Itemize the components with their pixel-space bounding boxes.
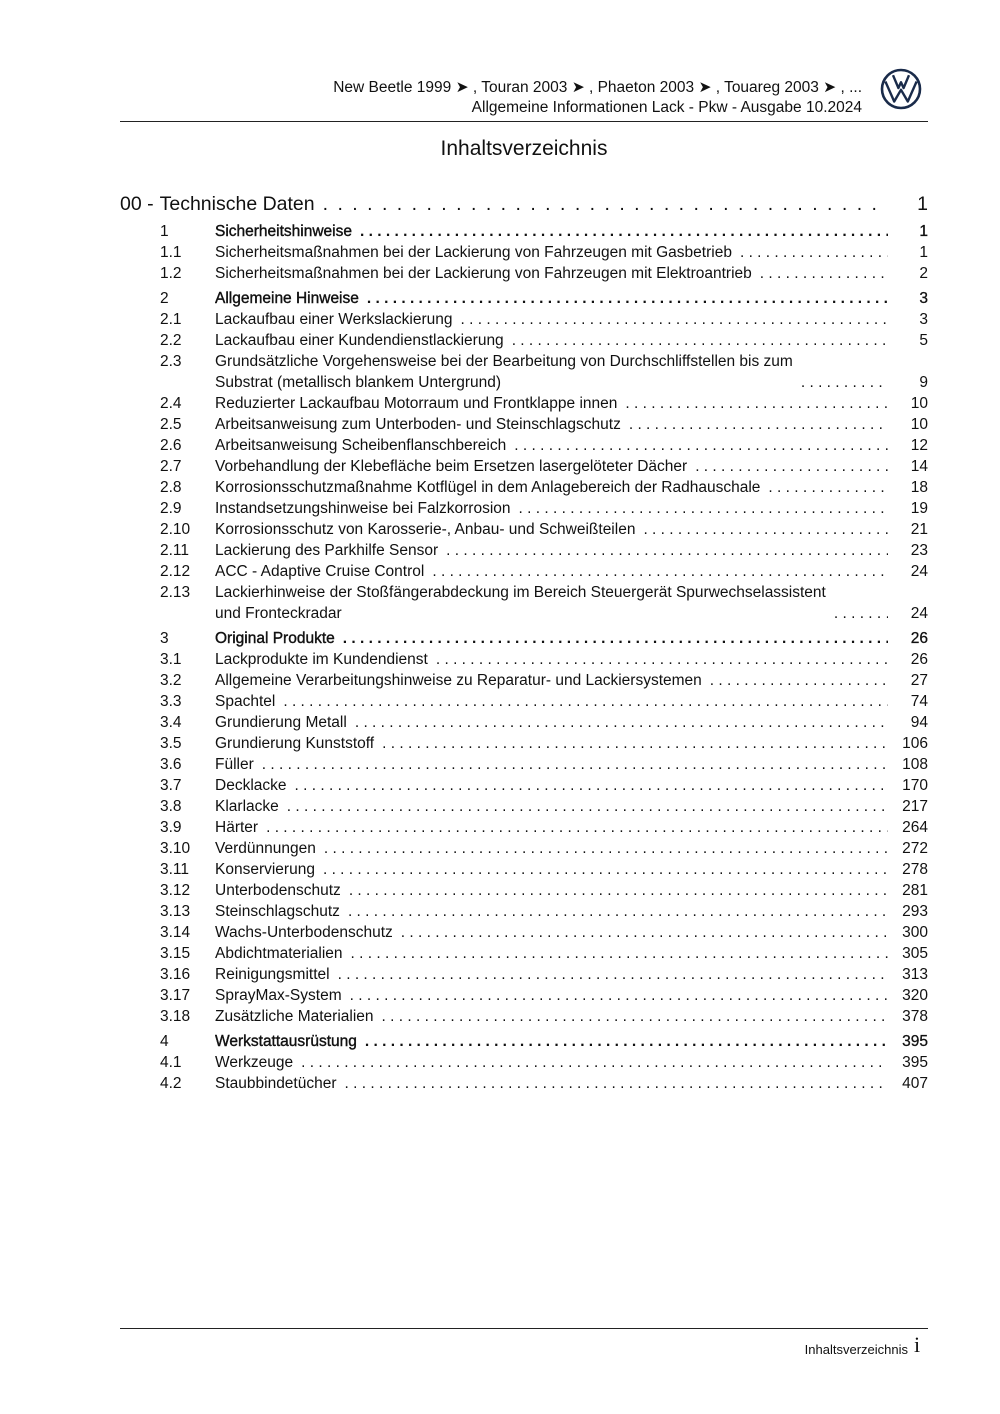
toc-title-wrap (215, 922, 888, 943)
toc-entry[interactable] (120, 964, 928, 985)
toc-number: 2.2 (160, 332, 182, 349)
toc-entry[interactable] (120, 712, 928, 733)
toc-entry[interactable] (120, 859, 928, 880)
toc-leader-dots (367, 288, 888, 309)
toc-number: 2.3 (160, 353, 182, 370)
toc-number: 3.13 (160, 903, 191, 920)
toc-section[interactable] (120, 221, 928, 242)
toc-entry[interactable] (120, 880, 928, 901)
toc-page-number: 14 (910, 458, 928, 475)
toc-page-number: 27 (910, 672, 928, 689)
toc-leader-dots (446, 540, 888, 561)
toc-title: Grundierung Metall (215, 714, 347, 731)
toc-entry[interactable] (120, 691, 928, 712)
toc-entry[interactable] (120, 649, 928, 670)
toc-number: 2.9 (160, 500, 182, 517)
toc-title: Arbeitsanweisung Scheibenflanschbereich (215, 437, 507, 454)
toc-leader-dots (343, 628, 888, 649)
toc-title-line2: Substrat (metallisch blankem Untergrund) (215, 374, 502, 391)
toc-entry[interactable] (120, 309, 928, 330)
toc-entry[interactable] (120, 922, 928, 943)
toc-title-wrap (215, 754, 888, 775)
toc-title-line1: Lackierhinweise der Stoßfängerabdeckung im Bereich Steuergerät Spurwechselassistent (215, 584, 826, 601)
toc-section[interactable] (120, 288, 928, 309)
toc-number: 00 - (120, 193, 154, 215)
toc-page-number: 281 (902, 882, 928, 899)
toc-number: 1.2 (160, 265, 182, 282)
toc-title (215, 582, 834, 624)
toc-title-wrap (215, 221, 888, 242)
toc-entry[interactable] (120, 901, 928, 922)
toc-page-number: 18 (910, 479, 928, 496)
toc-number: 3.18 (160, 1008, 191, 1025)
toc-entry[interactable] (120, 330, 928, 351)
toc-number: 4.2 (160, 1075, 182, 1092)
toc-title: Wachs-Unterbodenschutz (215, 924, 393, 941)
toc-title: Konservierung (215, 861, 315, 878)
toc-title-wrap (215, 670, 888, 691)
toc-entry[interactable] (120, 754, 928, 775)
toc-entry[interactable] (120, 838, 928, 859)
toc-title-wrap (215, 582, 888, 624)
toc-title: Klarlacke (215, 798, 279, 815)
toc-entry[interactable] (120, 351, 928, 393)
toc-number: 2.11 (160, 542, 190, 559)
toc-leader-dots (432, 561, 888, 582)
toc-number: 2.7 (160, 458, 182, 475)
toc-title: Vorbehandlung der Klebefläche beim Ersetzen lasergelöteter Dächer (215, 458, 688, 475)
toc-title-wrap (215, 712, 888, 733)
toc-leader-dots (323, 192, 888, 216)
toc-page-number: 10 (910, 395, 928, 412)
toc-title-wrap (160, 192, 888, 216)
toc-entry[interactable] (120, 540, 928, 561)
toc-title: Allgemeine Hinweise (215, 290, 359, 307)
toc-page-number: 5 (919, 332, 928, 349)
toc-number: 2.10 (160, 521, 191, 538)
toc-number: 3.6 (160, 756, 182, 773)
toc-entry[interactable] (120, 582, 928, 624)
toc-number: 3.11 (160, 861, 190, 878)
toc-title: Abdichtmaterialien (215, 945, 343, 962)
toc-leader-dots (266, 817, 888, 838)
toc-number: 3.10 (160, 840, 191, 857)
toc-title-wrap (215, 263, 888, 284)
toc-page-number: 24 (910, 605, 928, 622)
toc-entry[interactable] (120, 733, 928, 754)
toc-leader-dots (382, 733, 888, 754)
toc-entry[interactable] (120, 670, 928, 691)
toc-page-number: 170 (902, 777, 928, 794)
toc-number: 3.16 (160, 966, 191, 983)
page-title: Inhaltsverzeichnis (440, 137, 608, 160)
header-models-line: New Beetle 1999 ➤ , Touran 2003 ➤ , Phaeton 2003 ➤ , Touareg 2003 ➤ , ... (333, 79, 862, 96)
toc-leader-dots (351, 943, 888, 964)
toc-title-wrap (215, 649, 888, 670)
toc-title-wrap (215, 817, 888, 838)
vw-logo-icon (880, 68, 922, 110)
toc-leader-dots (760, 263, 888, 284)
toc-entry[interactable] (120, 561, 928, 582)
toc-number: 2.8 (160, 479, 182, 496)
toc-title: Reinigungsmittel (215, 966, 330, 983)
toc-title: Decklacke (215, 777, 287, 794)
toc-title-wrap (215, 1073, 888, 1094)
toc-title: Lackierung des Parkhilfe Sensor (215, 542, 439, 559)
toc-leader-dots (301, 1052, 888, 1073)
toc-leader-dots (834, 603, 888, 624)
toc-title: Füller (215, 756, 254, 773)
toc-title-line2: und Fronteckradar (215, 605, 342, 622)
toc-title-line1: Grundsätzliche Vorgehensweise bei der Bearbeitung von Durchschliffstellen bis zum (215, 353, 793, 370)
toc-title: Sicherheitsmaßnahmen bei der Lackierung von Fahrzeugen mit Gasbetrieb (215, 244, 732, 261)
toc-number: 1 (160, 223, 169, 240)
toc-title: Werkstattausrüstung (215, 1033, 357, 1050)
toc-page-number: 12 (910, 437, 928, 454)
toc-title: SprayMax-System (215, 987, 342, 1004)
toc-page-number: 94 (910, 714, 928, 731)
toc-entry[interactable] (120, 817, 928, 838)
toc-title: ACC - Adaptive Cruise Control (215, 563, 425, 580)
toc-leader-dots (461, 309, 888, 330)
toc-leader-dots (262, 754, 888, 775)
toc-title-wrap (215, 330, 888, 351)
toc-page-number: 395 (902, 1054, 928, 1071)
toc-leader-dots (768, 477, 888, 498)
toc-title: Reduzierter Lackaufbau Motorraum und Frontklappe innen (215, 395, 618, 412)
toc-title-wrap (215, 456, 888, 477)
toc-number: 3.7 (160, 777, 182, 794)
toc-title-wrap (215, 351, 888, 393)
toc-leader-dots (350, 985, 888, 1006)
toc-title-wrap (215, 540, 888, 561)
toc-title-wrap (215, 901, 888, 922)
toc-title-wrap (215, 943, 888, 964)
toc-entry[interactable] (120, 519, 928, 540)
toc-page-number: 3 (919, 311, 928, 328)
toc-number: 2.6 (160, 437, 182, 454)
toc-entry[interactable] (120, 414, 928, 435)
toc-entry[interactable] (120, 775, 928, 796)
toc-title-wrap (215, 242, 888, 263)
toc-leader-dots (695, 456, 888, 477)
toc-title: Korrosionsschutz von Karosserie-, Anbau- und Schweißteilen (215, 521, 636, 538)
toc-entry[interactable] (120, 435, 928, 456)
toc-leader-dots (629, 414, 888, 435)
toc-entry[interactable] (120, 477, 928, 498)
toc-leader-dots (519, 498, 888, 519)
toc-title-wrap (215, 414, 888, 435)
toc-entry[interactable] (120, 985, 928, 1006)
toc-number: 3.1 (160, 651, 182, 668)
table-of-contents (120, 192, 928, 1094)
toc-title-wrap (215, 309, 888, 330)
toc-title-wrap (215, 985, 888, 1006)
toc-page-number: 293 (902, 903, 928, 920)
toc-number: 4 (160, 1033, 169, 1050)
toc-entry[interactable] (120, 943, 928, 964)
toc-page-number: 378 (902, 1008, 928, 1025)
footer-divider (120, 1328, 928, 1329)
toc-number: 3.14 (160, 924, 191, 941)
toc-page-number: 23 (910, 542, 928, 559)
toc-number: 2 (160, 290, 169, 307)
toc-entry[interactable] (120, 263, 928, 284)
toc-title: Härter (215, 819, 259, 836)
toc-title-wrap (215, 1006, 888, 1027)
toc-title: Lackprodukte im Kundendienst (215, 651, 428, 668)
toc-leader-dots (512, 330, 888, 351)
toc-leader-dots (801, 372, 888, 393)
toc-number: 3.9 (160, 819, 182, 836)
toc-entry[interactable] (120, 1052, 928, 1073)
toc-title: Steinschlagschutz (215, 903, 340, 920)
toc-title: Verdünnungen (215, 840, 316, 857)
toc-page-number: 108 (902, 756, 928, 773)
toc-title-wrap (215, 964, 888, 985)
toc-leader-dots (643, 519, 888, 540)
toc-number: 3 (160, 630, 169, 647)
toc-number: 4.1 (160, 1054, 182, 1071)
toc-page-number: 74 (910, 693, 928, 710)
toc-number: 2.1 (160, 311, 182, 328)
toc-title-wrap (215, 628, 888, 649)
toc-title: Zusätzliche Materialien (215, 1008, 374, 1025)
toc-leader-dots (338, 964, 888, 985)
toc-page-number: 3 (919, 290, 928, 307)
toc-title: Werkzeuge (215, 1054, 294, 1071)
toc-leader-dots (348, 901, 888, 922)
page-header (120, 78, 862, 118)
toc-entry[interactable] (120, 242, 928, 263)
toc-leader-dots (710, 670, 888, 691)
toc-entry[interactable] (120, 1006, 928, 1027)
toc-number: 3.5 (160, 735, 182, 752)
toc-number: 2.12 (160, 563, 191, 580)
toc-entry[interactable] (120, 796, 928, 817)
toc-page-number: 305 (902, 945, 928, 962)
toc-entry[interactable] (120, 1073, 928, 1094)
toc-leader-dots (740, 242, 888, 263)
toc-page-number: 395 (902, 1033, 928, 1050)
toc-leader-dots (514, 435, 888, 456)
toc-page-number: 1 (917, 193, 928, 215)
toc-leader-dots (287, 796, 888, 817)
toc-page-number: 217 (902, 798, 928, 815)
toc-title-wrap (215, 1031, 888, 1052)
toc-page-number: 26 (910, 651, 928, 668)
toc-number: 3.12 (160, 882, 191, 899)
toc-page-number: 10 (910, 416, 928, 433)
toc-leader-dots (355, 712, 888, 733)
toc-section[interactable] (120, 628, 928, 649)
toc-title: Sicherheitsmaßnahmen bei der Lackierung von Fahrzeugen mit Elektroantrieb (215, 265, 752, 282)
toc-number: 2.13 (160, 584, 191, 601)
toc-title-wrap (215, 733, 888, 754)
toc-title-wrap (215, 519, 888, 540)
toc-number: 3.3 (160, 693, 182, 710)
toc-number: 2.4 (160, 395, 182, 412)
toc-title-wrap (215, 838, 888, 859)
toc-page-number: 278 (902, 861, 928, 878)
toc-page-number: 300 (902, 924, 928, 941)
toc-title: Sicherheitshinweise (215, 223, 352, 240)
toc-title-wrap (215, 561, 888, 582)
toc-title (215, 351, 801, 393)
toc-page-number: 313 (902, 966, 928, 983)
toc-title-wrap (215, 498, 888, 519)
toc-page-number: 26 (910, 630, 928, 647)
toc-title-wrap (215, 859, 888, 880)
toc-title-wrap (215, 691, 888, 712)
toc-title: Allgemeine Verarbeitungshinweise zu Reparatur- und Lackiersystemen (215, 672, 702, 689)
toc-page-number: 407 (902, 1075, 928, 1092)
toc-page-number: 19 (910, 500, 928, 517)
toc-leader-dots (324, 838, 888, 859)
toc-page-number: 272 (902, 840, 928, 857)
toc-number: 3.15 (160, 945, 191, 962)
toc-title: Lackaufbau einer Kundendienstlackierung (215, 332, 504, 349)
toc-page-number: 21 (910, 521, 928, 538)
toc-number: 2.5 (160, 416, 182, 433)
toc-page-number: 2 (919, 265, 928, 282)
toc-page-number: 320 (902, 987, 928, 1004)
footer-label: Inhaltsverzeichnis (804, 1342, 908, 1357)
toc-title: Grundierung Kunststoff (215, 735, 375, 752)
toc-number: 3.2 (160, 672, 182, 689)
toc-title: Staubbindetücher (215, 1075, 337, 1092)
toc-title-wrap (215, 1052, 888, 1073)
toc-title: Spachtel (215, 693, 276, 710)
toc-title-wrap (215, 288, 888, 309)
toc-title-wrap (215, 435, 888, 456)
toc-number: 3.17 (160, 987, 191, 1004)
toc-number: 1.1 (160, 244, 182, 261)
toc-title: Korrosionsschutzmaßnahme Kotflügel in dem Anlagebereich der Radhauschale (215, 479, 761, 496)
toc-title-wrap (215, 477, 888, 498)
toc-entry[interactable] (120, 456, 928, 477)
toc-leader-dots (365, 1031, 888, 1052)
toc-entry[interactable] (120, 498, 928, 519)
toc-title: Lackaufbau einer Werkslackierung (215, 311, 453, 328)
toc-title-wrap (215, 393, 888, 414)
footer-page-number: i (914, 1332, 921, 1357)
toc-title: Unterbodenschutz (215, 882, 341, 899)
toc-leader-dots (345, 1073, 888, 1094)
toc-leader-dots (349, 880, 888, 901)
toc-leader-dots (436, 649, 888, 670)
toc-leader-dots (360, 221, 888, 242)
toc-page-number: 264 (902, 819, 928, 836)
toc-title: Original Produkte (215, 630, 335, 647)
toc-page-number: 106 (902, 735, 928, 752)
toc-title-wrap (215, 775, 888, 796)
toc-title: Arbeitsanweisung zum Unterboden- und Steinschlagschutz (215, 416, 621, 433)
toc-leader-dots (625, 393, 888, 414)
toc-title: Instandsetzungshinweise bei Falzkorrosion (215, 500, 511, 517)
toc-title-wrap (215, 796, 888, 817)
toc-title: Technische Daten (159, 193, 315, 215)
toc-number: 3.8 (160, 798, 182, 815)
toc-leader-dots (382, 1006, 888, 1027)
toc-page-number: 24 (910, 563, 928, 580)
toc-title-wrap (215, 880, 888, 901)
toc-page-number: 1 (919, 244, 928, 261)
toc-entry[interactable] (120, 393, 928, 414)
toc-number: 3.4 (160, 714, 182, 731)
header-subtitle-line: Allgemeine Informationen Lack - Pkw - Ausgabe 10.2024 (471, 99, 862, 116)
toc-section[interactable] (120, 1031, 928, 1052)
toc-page-number: 1 (919, 223, 928, 240)
toc-chapter[interactable] (120, 192, 928, 216)
toc-leader-dots (401, 922, 888, 943)
toc-leader-dots (295, 775, 889, 796)
toc-leader-dots (283, 691, 888, 712)
header-divider (120, 121, 928, 122)
toc-page-number: 9 (919, 374, 928, 391)
toc-leader-dots (323, 859, 888, 880)
